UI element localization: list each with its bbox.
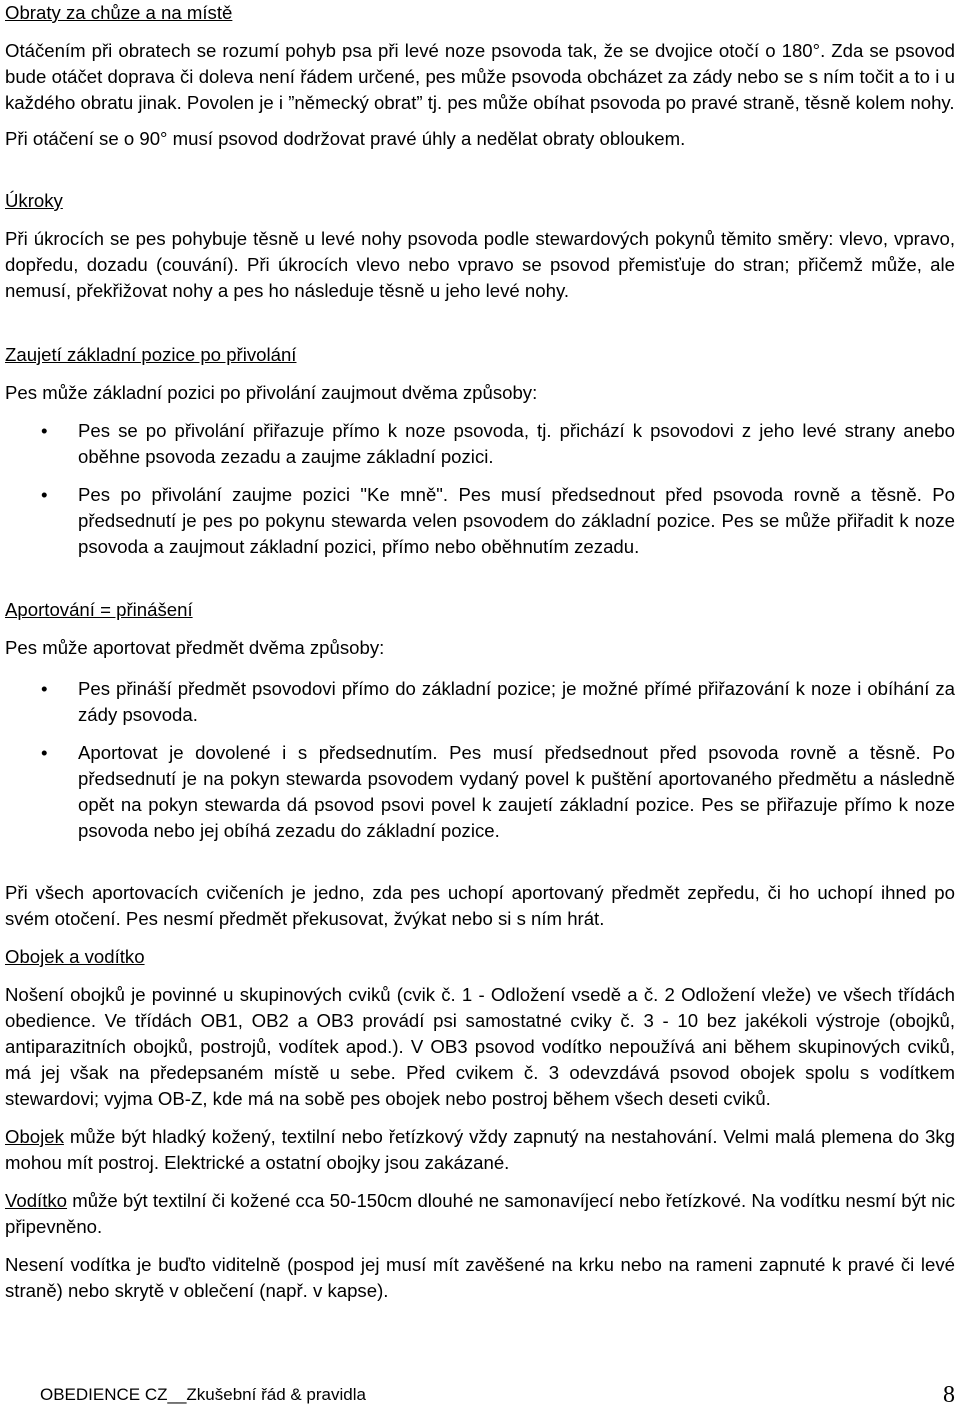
section-ukroky <box>5 188 955 304</box>
section-zaujeti <box>5 342 955 406</box>
heading-ukroky: Úkroky <box>5 190 63 211</box>
section-obraty <box>5 0 955 152</box>
list-item-text: Pes přináší předmět psovodovi přímo do základní pozice; je možné přímé přiřazování k noze i obíhání za zády psovoda. <box>78 678 955 725</box>
section-obojek <box>5 944 955 1304</box>
heading-obraty: Obraty za chůze a na místě <box>5 2 233 23</box>
bullet-icon: • <box>41 678 48 699</box>
heading-obojek: Obojek a vodítko <box>5 946 145 967</box>
footer-title: OBEDIENCE CZ__Zkušební řád & pravidla <box>40 1385 366 1404</box>
bullet-icon: • <box>41 484 48 505</box>
obojek-description: může být hladký kožený, textilní nebo řetízkový vždy zapnutý na nestahování. Velmi malá plemena do 3kg mohou mít postroj. Elektrické a ostatní obojky jsou zakázané. <box>5 1126 955 1173</box>
list-item-text: Pes po přivolání zaujme pozici "Ke mně". Pes musí předsednout před psovoda rovně a těsně. Po předsednutí je pes po pokynu stewarda velen psovodem do základní pozice. Pes se může přiřadit k noze psovoda a zaujmout základní pozici, přímo nebo oběhnutím zezadu. <box>78 484 955 557</box>
term-obojek: Obojek <box>5 1126 64 1147</box>
paragraph-obraty-2: Při otáčení se o 90° musí psovod dodržovat pravé úhly a nedělat obraty obloukem. <box>5 128 686 149</box>
paragraph-obraty-1: Otáčením při obratech se rozumí pohyb psa při levé noze psovoda tak, že se dvojice otočí o 180°. Zda se psovod bude otáčet doprava či doleva není řádem určené, pes může psovoda obcházet za zády nebo se s ním točit a to i u každého obratu jinak. Povolen je i ”německý obrat” tj. pes může obíhat psovoda po pravé straně, těsně kolem nohy. <box>5 40 955 113</box>
section-aportovani <box>5 597 955 661</box>
paragraph-obojek-3 <box>5 1188 955 1240</box>
paragraph-obojek-2 <box>5 1124 955 1176</box>
list-item-text: Aportovat je dovolené i s předsednutím. Pes musí předsednout před psovoda rovně a těsně. Po předsednutí je na pokyn stewarda psovodem vydaný povel k puštění aportovaného předmětu a následně opět na pokyn stewarda dá psovod psovi povel k zaujetí základní pozice. Pes se přiřazuje přímo k noze psovoda nebo jej obíhá zezadu do základní pozice. <box>78 742 955 841</box>
bullet-icon: • <box>41 742 48 763</box>
page-number: 8 <box>943 1382 955 1408</box>
list-item-text: Pes se po přivolání přiřazuje přímo k noze psovoda, tj. přichází k psovodovi z jeho levé strany anebo oběhne psovoda zezadu a zaujme základní pozici. <box>78 420 955 467</box>
heading-zaujeti: Zaujetí základní pozice po přivolání <box>5 344 297 365</box>
bullet-icon: • <box>41 420 48 441</box>
paragraph-obojek-4: Nesení vodítka je buďto viditelně (pospod jej musí mít zavěšené na krku nebo na rameni zapnuté k pravé či levé straně) nebo skrytě v oblečení (např. v kapse). <box>5 1254 955 1301</box>
paragraph-ukroky: Při úkrocích se pes pohybuje těsně u levé nohy psovoda podle stewardových pokynů těmito směry: vlevo, vpravo, dopředu, dozadu (couvání). Při úkrocích vlevo nebo vpravo se psovod přemisťuje do stran; přičemž může, ale nemusí, překřižovat nohy a pes ho následuje těsně u jeho levé nohy. <box>5 228 955 301</box>
paragraph-obojek-1: Nošení obojků je povinné u skupinových cviků (cvik č. 1 - Odložení vsedě a č. 2 Odložení vleže) ve všech třídách obedience. Ve třídách OB1, OB2 a OB3 provádí psi samostatné cviky č. 3 - 10 bez jakékoli výstroje (obojků, antiparazitních obojků, postrojů, vodítek apod.). V OB3 psovod vodítko nepoužívá ani během skupinových cviků, má jej však na předepsaném místě u sebe. Před cvikem č. 3 odevzdává psovod obojek spolu s vodítkem stewardovi; vyjma OB-Z, kde má na sobě pes obojek nebo postroj během všech deseti cviků. <box>5 984 955 1109</box>
paragraph-zaujeti-intro: Pes může základní pozici po přivolání zaujmout dvěma způsoby: <box>5 382 538 403</box>
term-voditko: Vodítko <box>5 1190 68 1211</box>
paragraph-aportovani-intro: Pes může aportovat předmět dvěma způsoby: <box>5 637 385 658</box>
paragraph-aportovani-after: Při všech aportovacích cvičeních je jedno, zda pes uchopí aportovaný předmět zepředu, či ho uchopí ihned po svém otočení. Pes nesmí předmět překusovat, žvýkat nebo si s ním hrát. <box>5 882 955 929</box>
voditko-description: může být textilní či kožené cca 50-150cm dlouhé ne samonavíjecí nebo řetízkové. Na vodítku nesmí být nic připevněno. <box>5 1190 955 1237</box>
heading-aportovani: Aportování = přinášení <box>5 599 193 620</box>
